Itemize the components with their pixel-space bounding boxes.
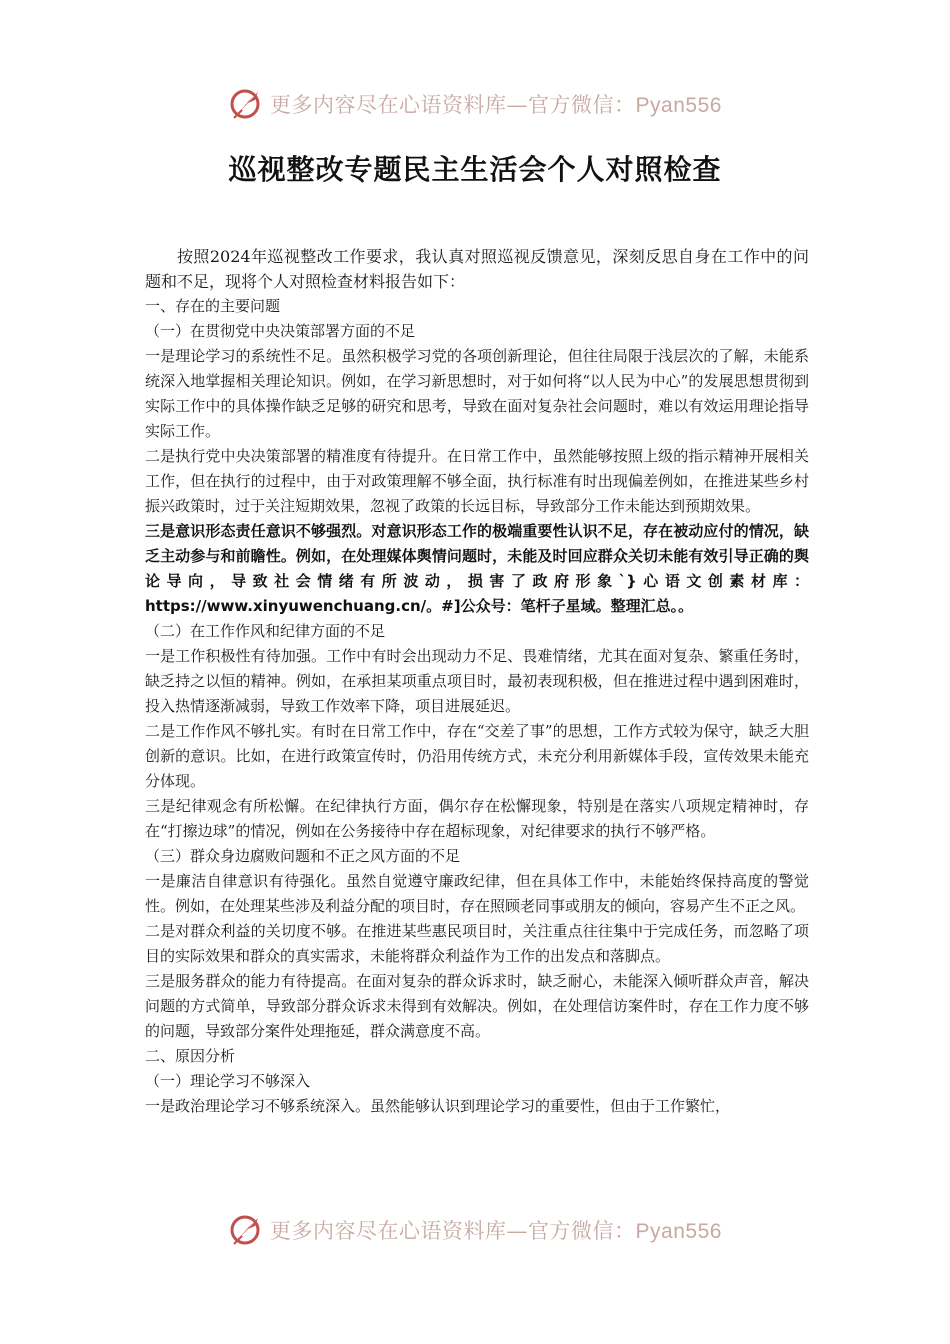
body-paragraph: 二是执行党中央决策部署的精准度有待提升。在日常工作中，虽然能够按照上级的指示精神开展相关工作，但在执行的过程中，由于对政策理解不够全面，执行标准有时出现偏差例如，在推进某些乡村振兴政策时，过于关注短期效果，忽视了政策的长远目标，导致部分工作未能达到预期效果。: [145, 447, 809, 515]
quill-logo-icon: [228, 1212, 264, 1248]
section-heading: 一、存在的主要问题: [145, 297, 281, 315]
section-heading: 二、原因分析: [145, 1047, 236, 1065]
subsection-heading: （一）在贯彻党中央决策部署方面的不足: [145, 322, 416, 340]
body-paragraph: 二是工作作风不够扎实。有时在日常工作中，存在“交差了事”的思想，工作方式较为保守，缺乏大胆创新的意识。比如，在进行政策宣传时，仍沿用传统方式，未充分利用新媒体手段，宣传效果未能充分体现。: [145, 722, 809, 790]
footer-watermark-banner: [0, 1208, 950, 1252]
body-paragraph: 一是工作积极性有待加强。工作中有时会出现动力不足、畏难情绪，尤其在面对复杂、繁重任务时，缺乏持之以恒的精神。例如，在承担某项重点项目时，最初表现积极，但在推进过程中遇到困难时，投入热情逐渐减弱，导致工作效率下降，项目进展延迟。: [145, 647, 809, 715]
body-paragraph: 三是纪律观念有所松懈。在纪律执行方面，偶尔存在松懈现象，特别是在落实八项规定精神时，存在“打擦边球”的情况，例如在公务接待中存在超标现象，对纪律要求的执行不够严格。: [145, 797, 809, 840]
document-body: [145, 244, 809, 1119]
body-paragraph: 一是理论学习的系统性不足。虽然积极学习党的各项创新理论，但往往局限于浅层次的了解，未能系统深入地掌握相关理论知识。例如，在学习新思想时，对于如何将“以人民为中心”的发展思想贯彻到实际工作中的具体操作缺乏足够的研究和思考，导致在面对复杂社会问题时，难以有效运用理论指导实际工作。: [145, 347, 809, 440]
body-paragraph: 一是政治理论学习不够系统深入。虽然能够认识到理论学习的重要性，但由于工作繁忙，: [145, 1097, 731, 1115]
banner-text: 更多内容尽在心语资料库—官方微信：Pyan556: [270, 93, 722, 117]
quill-logo-icon: [228, 86, 264, 122]
subsection-heading: （一）理论学习不够深入: [145, 1072, 311, 1090]
body-paragraph: 二是对群众利益的关切度不够。在推进某些惠民项目时，关注重点往往集中于完成任务，而忽略了项目的实际效果和群众的真实需求，未能将群众利益作为工作的出发点和落脚点。: [145, 922, 809, 965]
banner-text: 更多内容尽在心语资料库—官方微信：Pyan556: [270, 1219, 722, 1243]
document-title: 巡视整改专题民主生活会个人对照检查: [228, 153, 722, 186]
body-paragraph: 三是服务群众的能力有待提高。在面对复杂的群众诉求时，缺乏耐心，未能深入倾听群众声音，解决问题的方式简单，导致部分群众诉求未得到有效解决。例如，在处理信访案件时，存在工作力度不够的问题，导致部分案件处理拖延，群众满意度不高。: [145, 972, 809, 1040]
subsection-heading: （二）在工作作风和纪律方面的不足: [145, 622, 386, 640]
highlighted-paragraph: 三是意识形态责任意识不够强烈。对意识形态工作的极端重要性认识不足，存在被动应付的情况，缺乏主动参与和前瞻性。例如，在处理媒体舆情问题时，未能及时回应群众关切未能有效引导正确的舆论导向，导致社会情绪有所波动，损害了政府形象`}心语文创素材库：https://www.xinyuwenchuang.cn/。#]公众号：笔杆子星域。整理汇总。。: [145, 522, 809, 615]
intro-paragraph: 按照2024年巡视整改工作要求，我认真对照巡视反馈意见，深刻反思自身在工作中的问题和不足，现将个人对照检查材料报告如下：: [145, 247, 809, 291]
body-paragraph: 一是廉洁自律意识有待强化。虽然自觉遵守廉政纪律，但在具体工作中，未能始终保持高度的警觉性。例如，在处理某些涉及利益分配的项目时，存在照顾老同事或朋友的倾向，容易产生不正之风。: [145, 872, 809, 915]
header-watermark-banner: [0, 82, 950, 126]
subsection-heading: （三）群众身边腐败问题和不正之风方面的不足: [145, 847, 461, 865]
